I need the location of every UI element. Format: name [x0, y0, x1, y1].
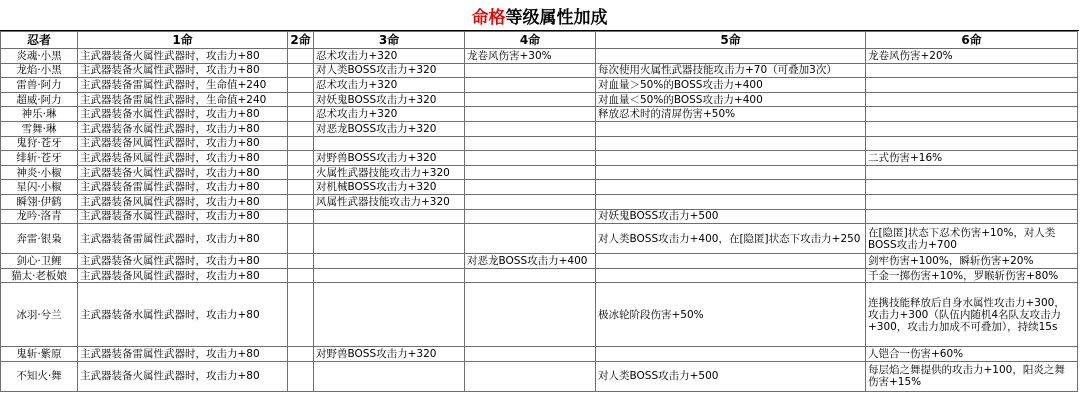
level-6-cell [866, 180, 1078, 195]
ninja-name-cell: 鬼狩·苍牙 [1, 136, 78, 151]
ninja-name-cell: 冰羽·兮兰 [1, 283, 78, 347]
level-2-cell [288, 209, 314, 224]
level-6-cell [866, 92, 1078, 107]
table-row [1, 254, 1078, 269]
ninja-name-cell: 绯斩·苍牙 [1, 151, 78, 166]
level-4-cell [465, 121, 596, 136]
level-4-cell: 龙卷风伤害+30% [465, 49, 596, 64]
level-5-cell: 对人类BOSS攻击力+400，在[隐匿]状态下攻击力+250 [596, 224, 866, 254]
level-3-cell: 忍术攻击力+320 [314, 107, 465, 122]
ninja-name-cell: 龙焰·小黑 [1, 63, 78, 78]
level-5-cell: 对血量＜50%的BOSS攻击力+400 [596, 92, 866, 107]
table-row [1, 347, 1078, 362]
table-row [1, 180, 1078, 195]
level-6-cell [866, 121, 1078, 136]
level-1-cell: 主武器装备风属性武器时，攻击力+80 [78, 268, 288, 283]
level-3-cell [314, 268, 465, 283]
level-4-cell [465, 180, 596, 195]
level-1-cell: 主武器装备雷属性武器时，攻击力+80 [78, 347, 288, 362]
header-5: 5命 [596, 32, 866, 49]
level-4-cell [465, 224, 596, 254]
ninja-name-cell: 奔雷·银枭 [1, 224, 78, 254]
table-row [1, 209, 1078, 224]
level-3-cell: 对恶龙BOSS攻击力+320 [314, 121, 465, 136]
level-1-cell: 主武器装备雷属性武器时，生命值+240 [78, 92, 288, 107]
level-4-cell [465, 78, 596, 93]
level-6-cell [866, 165, 1078, 180]
level-4-cell [465, 283, 596, 347]
header-2: 2命 [288, 32, 314, 49]
level-6-cell: 人铠合一伤害+60% [866, 347, 1078, 362]
level-4-cell [465, 165, 596, 180]
level-4-cell: 对恶龙BOSS攻击力+400 [465, 254, 596, 269]
level-6-cell [866, 194, 1078, 209]
level-4-cell [465, 268, 596, 283]
header-6: 6命 [866, 32, 1078, 49]
level-5-cell [596, 151, 866, 166]
level-1-cell: 主武器装备风属性武器时，攻击力+80 [78, 136, 288, 151]
level-5-cell [596, 180, 866, 195]
level-4-cell [465, 209, 596, 224]
level-6-cell: 剑牢伤害+100%，瞬斩伤害+20% [866, 254, 1078, 269]
level-2-cell [288, 78, 314, 93]
level-3-cell: 火属性武器技能攻击力+320 [314, 165, 465, 180]
level-3-cell [314, 224, 465, 254]
table-row [1, 224, 1078, 254]
level-1-cell: 主武器装备火属性武器时，攻击力+80 [78, 165, 288, 180]
level-2-cell [288, 194, 314, 209]
level-5-cell: 对血量＞50%的BOSS攻击力+400 [596, 78, 866, 93]
level-5-cell [596, 268, 866, 283]
ninja-name-cell: 不知火·舞 [1, 361, 78, 391]
level-5-cell [596, 49, 866, 64]
level-3-cell: 忍术攻击力+320 [314, 78, 465, 93]
level-4-cell [465, 107, 596, 122]
level-4-cell [465, 136, 596, 151]
level-1-cell: 主武器装备火属性武器时，攻击力+80 [78, 63, 288, 78]
level-3-cell [314, 361, 465, 391]
level-1-cell: 主武器装备火属性武器时，攻击力+80 [78, 254, 288, 269]
level-4-cell [465, 63, 596, 78]
level-1-cell: 主武器装备水属性武器时，攻击力+80 [78, 107, 288, 122]
table-row [1, 107, 1078, 122]
ninja-table [0, 31, 1078, 392]
level-2-cell [288, 107, 314, 122]
level-6-cell [866, 78, 1078, 93]
table-row [1, 49, 1078, 64]
level-3-cell [314, 209, 465, 224]
level-2-cell [288, 151, 314, 166]
level-5-cell: 对妖鬼BOSS攻击力+500 [596, 209, 866, 224]
level-2-cell [288, 361, 314, 391]
ninja-name-cell: 神乐·琳 [1, 107, 78, 122]
level-6-cell: 每层焰之舞提供的攻击力+100，阳炎之舞伤害+15% [866, 361, 1078, 391]
level-6-cell: 二式伤害+16% [866, 151, 1078, 166]
table-row [1, 268, 1078, 283]
level-1-cell: 主武器装备雷属性武器时，生命值+240 [78, 78, 288, 93]
level-6-cell [866, 136, 1078, 151]
level-3-cell: 对妖鬼BOSS攻击力+320 [314, 92, 465, 107]
level-4-cell [465, 92, 596, 107]
level-2-cell [288, 224, 314, 254]
level-5-cell: 对人类BOSS攻击力+500 [596, 361, 866, 391]
level-5-cell [596, 254, 866, 269]
level-6-cell [866, 107, 1078, 122]
level-5-cell: 极冰轮阶段伤害+50% [596, 283, 866, 347]
table-row [1, 165, 1078, 180]
ninja-name-cell: 超威·阿力 [1, 92, 78, 107]
level-5-cell [596, 136, 866, 151]
ninja-name-cell: 鬼斩·紫原 [1, 347, 78, 362]
level-1-cell: 主武器装备火属性武器时，攻击力+80 [78, 49, 288, 64]
ninja-name-cell: 雷兽·阿力 [1, 78, 78, 93]
level-5-cell [596, 165, 866, 180]
level-2-cell [288, 347, 314, 362]
level-4-cell [465, 361, 596, 391]
level-5-cell [596, 347, 866, 362]
ninja-name-cell: 炎魂·小黑 [1, 49, 78, 64]
level-2-cell [288, 92, 314, 107]
level-1-cell: 主武器装备水属性武器时，攻击力+80 [78, 209, 288, 224]
level-6-cell [866, 63, 1078, 78]
header-row [1, 32, 1078, 49]
table-row [1, 63, 1078, 78]
table-row [1, 361, 1078, 391]
level-4-cell [465, 151, 596, 166]
level-6-cell: 龙卷风伤害+20% [866, 49, 1078, 64]
level-2-cell [288, 283, 314, 347]
level-3-cell [314, 254, 465, 269]
ninja-name-cell: 神炎·小椒 [1, 165, 78, 180]
level-6-cell: 在[隐匿]状态下忍术伤害+10%，对人类BOSS攻击力+700 [866, 224, 1078, 254]
level-4-cell [465, 194, 596, 209]
level-2-cell [288, 121, 314, 136]
header-3: 3命 [314, 32, 465, 49]
level-5-cell: 释放忍术时的清屏伤害+50% [596, 107, 866, 122]
level-2-cell [288, 180, 314, 195]
level-3-cell: 对野兽BOSS攻击力+320 [314, 151, 465, 166]
level-1-cell: 主武器装备雷属性武器时，攻击力+80 [78, 224, 288, 254]
level-6-cell [866, 209, 1078, 224]
table-row [1, 194, 1078, 209]
level-3-cell [314, 136, 465, 151]
level-5-cell [596, 121, 866, 136]
header-1: 1命 [78, 32, 288, 49]
ninja-name-cell: 星闪·小椒 [1, 180, 78, 195]
level-2-cell [288, 165, 314, 180]
level-3-cell [314, 283, 465, 347]
level-3-cell: 对机械BOSS攻击力+320 [314, 180, 465, 195]
level-1-cell: 主武器装备风属性武器时，攻击力+80 [78, 194, 288, 209]
level-3-cell: 对人类BOSS攻击力+320 [314, 63, 465, 78]
table-row [1, 136, 1078, 151]
level-2-cell [288, 136, 314, 151]
level-2-cell [288, 63, 314, 78]
level-1-cell: 主武器装备火属性武器时，攻击力+80 [78, 361, 288, 391]
table-row [1, 121, 1078, 136]
level-6-cell: 连携技能释放后自身水属性攻击力+300，攻击力+300（队伍内随机4名队友攻击力+300，攻击力加成不可叠加），持续15s [866, 283, 1078, 347]
level-1-cell: 主武器装备水属性武器时，攻击力+80 [78, 121, 288, 136]
level-1-cell: 主武器装备雷属性武器时，攻击力+80 [78, 180, 288, 195]
table-row [1, 151, 1078, 166]
level-5-cell [596, 194, 866, 209]
table-row [1, 283, 1078, 347]
ninja-name-cell: 龙吟·洛青 [1, 209, 78, 224]
ninja-name-cell: 雪舞·琳 [1, 121, 78, 136]
sheet-title [0, 0, 1079, 31]
level-2-cell [288, 268, 314, 283]
header-4: 4命 [465, 32, 596, 49]
level-1-cell: 主武器装备水属性武器时，攻击力+80 [78, 283, 288, 347]
title-text: 等级属性加成 [505, 7, 608, 28]
header-ninja: 忍者 [1, 32, 78, 49]
ninja-name-cell: 瞬翎·伊鹤 [1, 194, 78, 209]
level-1-cell: 主武器装备风属性武器时，攻击力+80 [78, 151, 288, 166]
table-row [1, 78, 1078, 93]
level-3-cell: 对野兽BOSS攻击力+320 [314, 347, 465, 362]
level-5-cell: 每次使用火属性武器技能攻击力+70（可叠加3次） [596, 63, 866, 78]
table-row [1, 92, 1078, 107]
level-6-cell: 千金一掷伤害+10%，罗睺斩伤害+80% [866, 268, 1078, 283]
level-3-cell: 风属性武器技能攻击力+320 [314, 194, 465, 209]
level-4-cell [465, 347, 596, 362]
ninja-name-cell: 剑心·卫鲤 [1, 254, 78, 269]
level-3-cell: 忍术攻击力+320 [314, 49, 465, 64]
ninja-name-cell: 猫太·老板娘 [1, 268, 78, 283]
title-accent: 命格 [471, 7, 506, 28]
level-2-cell [288, 49, 314, 64]
level-2-cell [288, 254, 314, 269]
